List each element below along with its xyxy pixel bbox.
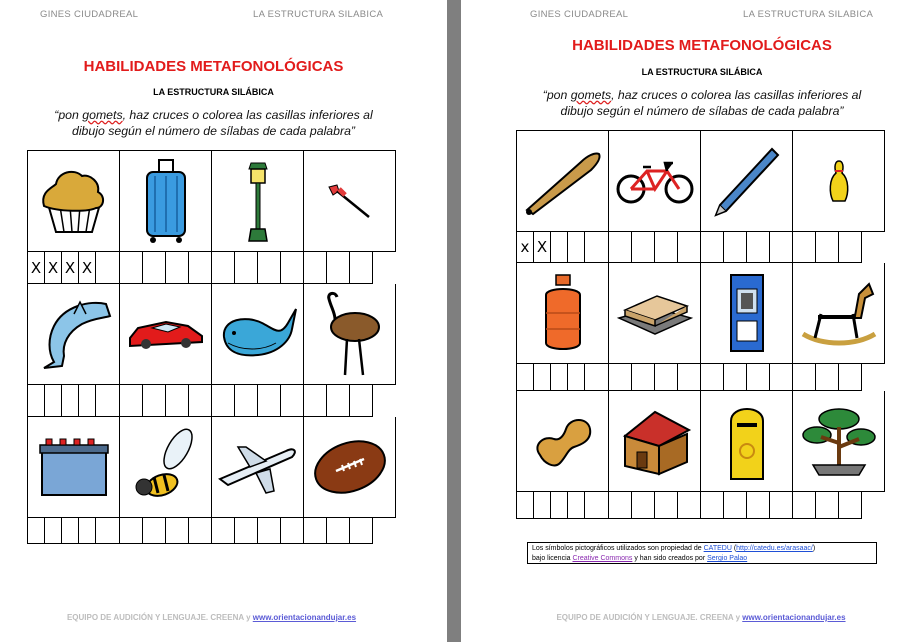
answer-box[interactable] — [281, 518, 304, 544]
answer-box[interactable] — [96, 518, 120, 544]
answer-box[interactable] — [551, 492, 568, 519]
wasp-picture — [128, 427, 204, 507]
picture-row — [517, 263, 885, 364]
answer-box[interactable] — [770, 492, 793, 519]
answer-box[interactable] — [724, 232, 747, 263]
page-subtitle: LA ESTRUCTURA SILÁBICA — [153, 87, 274, 97]
footer-link[interactable]: www.orientacionandujar.es — [742, 613, 846, 622]
answer-box[interactable] — [839, 492, 862, 519]
bonsai-picture — [799, 403, 879, 479]
instruction-underlined: gomets — [570, 88, 612, 102]
answer-box[interactable] — [189, 385, 212, 417]
answer-box[interactable] — [655, 492, 678, 519]
streetlamp-picture — [243, 159, 273, 243]
catedu-link[interactable]: CATEDU — [703, 545, 732, 552]
picture-cell — [28, 284, 120, 385]
header-author: GINES CIUDADREAL — [530, 9, 629, 20]
answer-box[interactable] — [212, 385, 235, 417]
answer-box[interactable] — [585, 492, 609, 519]
answer-box[interactable]: x — [517, 232, 534, 263]
answer-box[interactable] — [585, 232, 609, 263]
instruction-text: , haz cruces o colorea las casillas inferiores al — [122, 108, 373, 122]
answer-box[interactable]: X — [45, 252, 62, 284]
answer-box[interactable] — [816, 232, 839, 263]
instruction-text: dibujo según el número de sílabas de cada palabra” — [71, 124, 356, 138]
picture-row — [28, 417, 396, 518]
answer-box[interactable] — [568, 364, 585, 391]
peanut-picture — [530, 411, 596, 471]
answer-box[interactable] — [350, 518, 373, 544]
page-footer — [479, 613, 905, 622]
answer-box[interactable] — [212, 518, 235, 544]
answer-box[interactable] — [770, 232, 793, 263]
answer-box[interactable]: X — [28, 252, 45, 284]
ostrich-picture — [317, 289, 383, 379]
football-picture — [310, 437, 390, 497]
answer-box[interactable] — [79, 385, 96, 417]
picture-cell — [517, 131, 609, 232]
picture-cell — [212, 417, 304, 518]
answer-box[interactable] — [517, 364, 534, 391]
answer-box[interactable] — [235, 385, 258, 417]
answer-box[interactable] — [585, 364, 609, 391]
answer-box[interactable] — [701, 232, 724, 263]
answer-box[interactable] — [62, 385, 79, 417]
page-footer — [0, 613, 435, 622]
answer-box[interactable]: X — [79, 252, 96, 284]
instruction-text: dibujo según el número de sílabas de cada palabra” — [560, 104, 844, 118]
answer-box[interactable] — [568, 492, 585, 519]
picture-cell — [793, 131, 885, 232]
dolphin-picture — [34, 296, 114, 372]
answer-box[interactable] — [747, 492, 770, 519]
answer-box[interactable] — [143, 252, 166, 284]
answer-box-row — [517, 364, 885, 391]
answer-box[interactable] — [747, 232, 770, 263]
answer-box[interactable] — [839, 364, 862, 391]
credits-text: ( — [731, 545, 737, 552]
answer-box[interactable] — [327, 518, 350, 544]
answer-box-row — [517, 232, 885, 263]
header-author: GINES CIUDADREAL — [40, 9, 139, 20]
answer-box[interactable] — [534, 492, 551, 519]
syllable-grid — [27, 150, 396, 544]
picture-cell — [28, 417, 120, 518]
answer-box[interactable] — [304, 252, 327, 284]
answer-box[interactable] — [568, 232, 585, 263]
answer-box[interactable] — [678, 364, 701, 391]
answer-box[interactable] — [327, 252, 350, 284]
airplane-picture — [216, 439, 300, 495]
answer-box[interactable] — [655, 364, 678, 391]
bowling-pin-picture — [827, 159, 851, 203]
picture-cell — [304, 284, 396, 385]
answer-box[interactable] — [839, 232, 862, 263]
answer-box[interactable] — [28, 518, 45, 544]
answer-box-row — [28, 518, 396, 544]
dart-picture — [325, 181, 375, 221]
answer-box[interactable] — [120, 252, 143, 284]
license-link[interactable]: Creative Commons — [572, 555, 633, 562]
answer-box[interactable] — [166, 252, 189, 284]
answer-box[interactable] — [189, 252, 212, 284]
answer-box[interactable] — [350, 252, 373, 284]
rocking-horse-picture — [799, 278, 879, 348]
pen-picture — [712, 143, 782, 219]
answer-box[interactable]: X — [534, 232, 551, 263]
instructions — [0, 107, 437, 139]
answer-box[interactable] — [678, 232, 701, 263]
answer-box[interactable] — [258, 518, 281, 544]
worksheet-page-left — [0, 0, 447, 642]
picture-cell — [701, 391, 793, 492]
credits-text: y han sido creados por — [632, 555, 708, 562]
answer-box[interactable] — [793, 364, 816, 391]
answer-box[interactable] — [28, 385, 45, 417]
picture-cell — [304, 417, 396, 518]
answer-box[interactable] — [143, 518, 166, 544]
catedu-url-link[interactable]: http://catedu.es/arasaac/ — [736, 545, 813, 552]
answer-box[interactable] — [793, 492, 816, 519]
picture-cell — [212, 284, 304, 385]
header-topic: LA ESTRUCTURA SILABICA — [253, 9, 384, 20]
answer-box-row — [28, 252, 396, 284]
answer-box[interactable] — [816, 492, 839, 519]
answer-box[interactable] — [632, 232, 655, 263]
answer-box[interactable] — [235, 518, 258, 544]
house-picture — [615, 406, 695, 476]
answer-box[interactable] — [701, 364, 724, 391]
whale-picture — [218, 301, 298, 367]
answer-box[interactable] — [166, 518, 189, 544]
answer-box[interactable] — [327, 385, 350, 417]
picture-cell — [120, 417, 212, 518]
tiles-picture — [615, 288, 695, 338]
footer-link[interactable]: www.orientacionandujar.es — [252, 613, 357, 622]
bat-picture — [521, 146, 605, 216]
bicycle-picture — [615, 157, 695, 205]
mailbox-picture — [727, 401, 767, 481]
picture-cell — [212, 151, 304, 252]
picture-row — [28, 151, 396, 252]
instruction-text: “pon — [54, 108, 83, 122]
picture-cell — [609, 391, 701, 492]
picture-cell — [701, 131, 793, 232]
answer-box[interactable] — [770, 364, 793, 391]
suitcase-picture — [141, 158, 191, 244]
page-title: HABILIDADES METAFONOLÓGICAS — [83, 58, 344, 75]
answer-box[interactable] — [632, 364, 655, 391]
answer-box[interactable] — [724, 364, 747, 391]
gas-bottle-picture — [540, 273, 586, 353]
instruction-text: “pon — [542, 88, 571, 102]
picture-cell — [304, 151, 396, 252]
answer-box[interactable] — [304, 385, 327, 417]
answer-box[interactable] — [143, 385, 166, 417]
answer-box[interactable] — [701, 492, 724, 519]
battery-picture — [34, 435, 114, 499]
car-picture — [126, 314, 206, 354]
answer-box[interactable] — [551, 364, 568, 391]
answer-box[interactable] — [45, 518, 62, 544]
answer-box-row — [517, 492, 885, 519]
picture-cell — [28, 151, 120, 252]
footer-text: EQUIPO DE AUDICIÓN Y LENGUAJE. CREENA y — [66, 613, 253, 622]
answer-box[interactable] — [816, 364, 839, 391]
picture-cell — [793, 263, 885, 364]
answer-box[interactable] — [678, 492, 701, 519]
picture-cell — [609, 131, 701, 232]
picture-cell — [120, 151, 212, 252]
answer-box[interactable] — [258, 252, 281, 284]
picture-row — [28, 284, 396, 385]
answer-box[interactable] — [235, 252, 258, 284]
picture-cell — [120, 284, 212, 385]
instruction-underlined: gomets — [82, 108, 123, 122]
answer-box[interactable] — [120, 385, 143, 417]
answer-box[interactable] — [120, 518, 143, 544]
picture-cell — [517, 391, 609, 492]
picture-cell — [517, 263, 609, 364]
answer-box[interactable] — [258, 385, 281, 417]
picture-row — [517, 131, 885, 232]
answer-box[interactable] — [281, 385, 304, 417]
answer-box[interactable] — [609, 232, 632, 263]
answer-box[interactable] — [281, 252, 304, 284]
answer-box[interactable] — [747, 364, 770, 391]
muffin-picture — [38, 166, 110, 236]
credits-text: Los símbolos pictográficos utilizados son propiedad de — [532, 545, 704, 552]
answer-box[interactable] — [793, 232, 816, 263]
author-link[interactable]: Sergio Palao — [707, 555, 748, 562]
answer-box[interactable] — [350, 385, 373, 417]
answer-box[interactable] — [166, 385, 189, 417]
answer-box[interactable] — [189, 518, 212, 544]
answer-box[interactable] — [551, 232, 568, 263]
syllable-grid — [516, 130, 885, 519]
instruction-text: , haz cruces o colorea las casillas inferiores al — [611, 88, 862, 102]
phone-booth-picture — [727, 273, 767, 353]
credits-text: ) — [812, 545, 816, 552]
footer-text: EQUIPO DE AUDICIÓN Y LENGUAJE. CREENA y — [556, 613, 743, 622]
picture-cell — [701, 263, 793, 364]
answer-box[interactable] — [62, 518, 79, 544]
answer-box[interactable]: X — [62, 252, 79, 284]
page-title: HABILIDADES METAFONOLÓGICAS — [572, 37, 832, 54]
answer-box[interactable] — [517, 492, 534, 519]
answer-box[interactable] — [79, 518, 96, 544]
answer-box[interactable] — [655, 232, 678, 263]
credits-text: bajo licencia — [532, 555, 573, 562]
answer-box[interactable] — [96, 385, 120, 417]
answer-box-row — [28, 385, 396, 417]
answer-box[interactable] — [609, 364, 632, 391]
answer-box[interactable] — [45, 385, 62, 417]
picture-cell — [609, 263, 701, 364]
answer-box[interactable] — [632, 492, 655, 519]
answer-box[interactable] — [212, 252, 235, 284]
picture-cell — [793, 391, 885, 492]
worksheet-page-right — [461, 0, 905, 642]
answer-box[interactable] — [609, 492, 632, 519]
answer-box[interactable] — [724, 492, 747, 519]
answer-box[interactable] — [304, 518, 327, 544]
answer-box[interactable] — [96, 252, 120, 284]
answer-box[interactable] — [534, 364, 551, 391]
header-topic: LA ESTRUCTURA SILABICA — [743, 9, 874, 20]
picture-row — [517, 391, 885, 492]
credits-box — [527, 542, 877, 564]
instructions — [480, 87, 905, 119]
page-subtitle: LA ESTRUCTURA SILÁBICA — [641, 67, 763, 77]
